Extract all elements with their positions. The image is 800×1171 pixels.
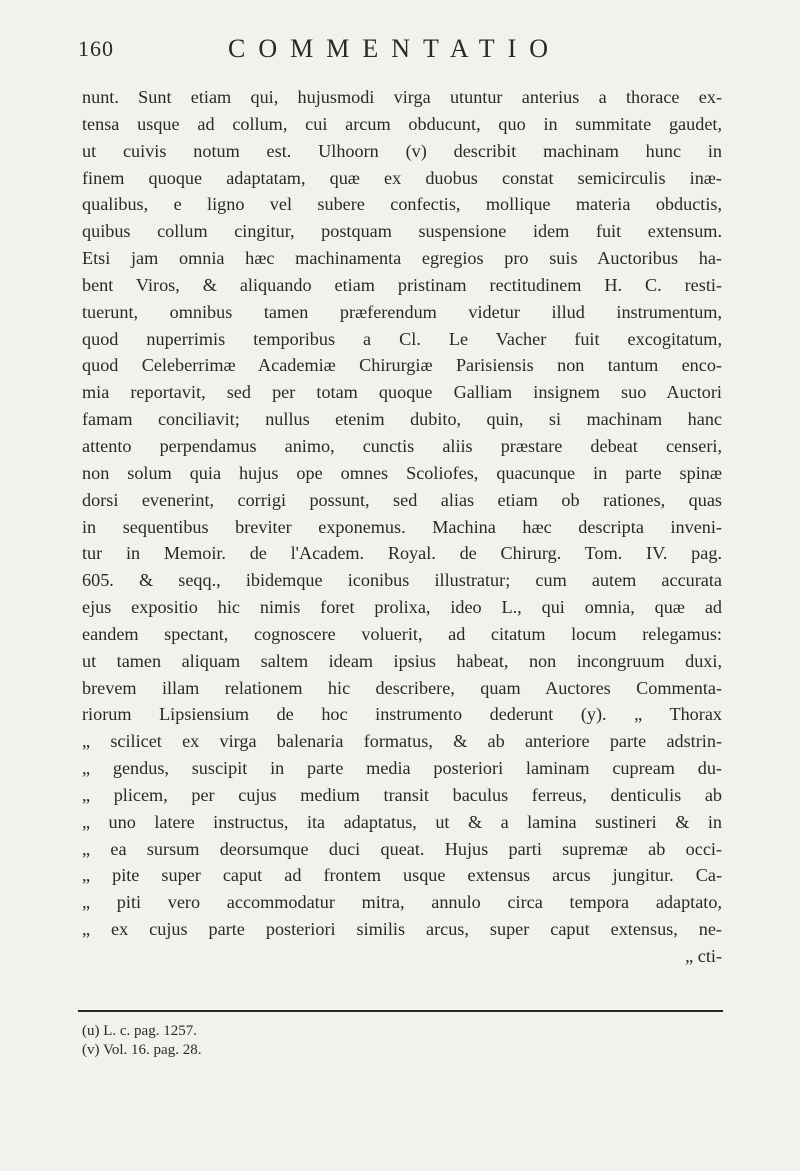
text-line: attento perpendamus animo, cunctis aliis præstare debeat censeri, <box>82 435 722 456</box>
text-line: „ piti vero accommodatur mitra, annulo circa tempora adaptato, <box>82 892 722 913</box>
text-line: „ cti- <box>685 946 722 966</box>
text-line: tensa usque ad collum, cui arcum obducunt, quo in summitate gaudet, <box>82 113 722 134</box>
text-line: qualibus, e ligno vel subere confectis, mollique materia obductis, <box>82 194 722 215</box>
text-line: quod nuperrimis temporibus a Cl. Le Vacher fuit excogitatum, <box>82 328 722 349</box>
text-line: tuerunt, omnibus tamen præferendum videtur illud instrumentum, <box>82 301 722 322</box>
page-number: 160 <box>78 36 114 61</box>
text-line: „ uno latere instructus, ita adaptatus, ut & a lamina sustineri & in <box>82 811 722 832</box>
text-line: famam conciliavit; nullus etenim dubito, quin, si machinam hanc <box>82 409 722 430</box>
body-text <box>82 84 722 970</box>
text-line: ut tamen aliquam saltem ideam ipsius habeat, non incongruum duxi, <box>82 650 722 671</box>
text-line: 605. & seqq., ibidemque iconibus illustratur; cum autem accurata <box>82 570 722 591</box>
text-line: nunt. Sunt etiam qui, hujusmodi virga utuntur anterius a thorace ex- <box>82 87 722 107</box>
text-line: „ ea sursum deorsumque duci queat. Hujus parti supremæ ab occi- <box>82 838 722 859</box>
text-line: „ plicem, per cujus medium transit baculus ferreus, denticulis ab <box>82 784 722 805</box>
text-line: quod Celeberrimæ Academiæ Chirurgiæ Parisiensis non tantum enco- <box>82 355 722 376</box>
text-line: dorsi evenerint, corrigi possunt, sed alias etiam ob rationes, quas <box>82 489 722 510</box>
text-line: mia reportavit, sed per totam quoque Galliam insignem suo Auctori <box>82 382 722 403</box>
footnote: (v) Vol. 16. pag. 28. <box>82 1042 202 1058</box>
text-line: „ pite super caput ad frontem usque extensus arcus jungitur. Ca- <box>82 865 722 886</box>
footnote-rule <box>78 1010 723 1012</box>
text-line: Etsi jam omnia hæc machinamenta egregios pro suis Auctoribus ha- <box>82 248 722 269</box>
text-line: „ scilicet ex virga balenaria formatus, & ab anteriore parte adstrin- <box>82 731 722 752</box>
text-line: tur in Memoir. de l'Academ. Royal. de Chirurg. Tom. IV. pag. <box>82 543 722 564</box>
footnotes <box>82 1022 382 1060</box>
text-line: „ ex cujus parte posteriori similis arcus, super caput extensus, ne- <box>82 919 722 940</box>
footnote: (u) L. c. pag. 1257. <box>82 1023 197 1039</box>
text-line: brevem illam relationem hic describere, quam Auctores Commenta- <box>82 677 722 698</box>
text-line: non solum quia hujus ope omnes Scoliofes, quacunque in parte spinæ <box>82 462 722 483</box>
text-line: in sequentibus breviter exponemus. Machina hæc descripta inveni- <box>82 516 722 537</box>
text-line: finem quoque adaptatam, quæ ex duobus constat semicirculis inæ- <box>82 167 722 188</box>
running-title: COMMENTATIO <box>228 34 562 63</box>
text-line: riorum Lipsiensium de hoc instrumento dederunt (y). „ Thorax <box>82 704 722 725</box>
page-header <box>78 36 738 68</box>
text-line: bent Viros, & aliquando etiam pristinam rectitudinem H. C. resti- <box>82 274 722 295</box>
text-line: ejus expositio hic nimis foret prolixa, ideo L., qui omnia, quæ ad <box>82 597 722 618</box>
text-line: quibus collum cingitur, postquam suspensione idem fuit extensum. <box>82 221 722 242</box>
text-line: „ gendus, suscipit in parte media posteriori laminam cupream du- <box>82 758 722 779</box>
text-line: eandem spectant, cognoscere voluerit, ad citatum locum relegamus: <box>82 623 722 644</box>
text-line: ut cuivis notum est. Ulhoorn (v) describit machinam hunc in <box>82 140 722 161</box>
